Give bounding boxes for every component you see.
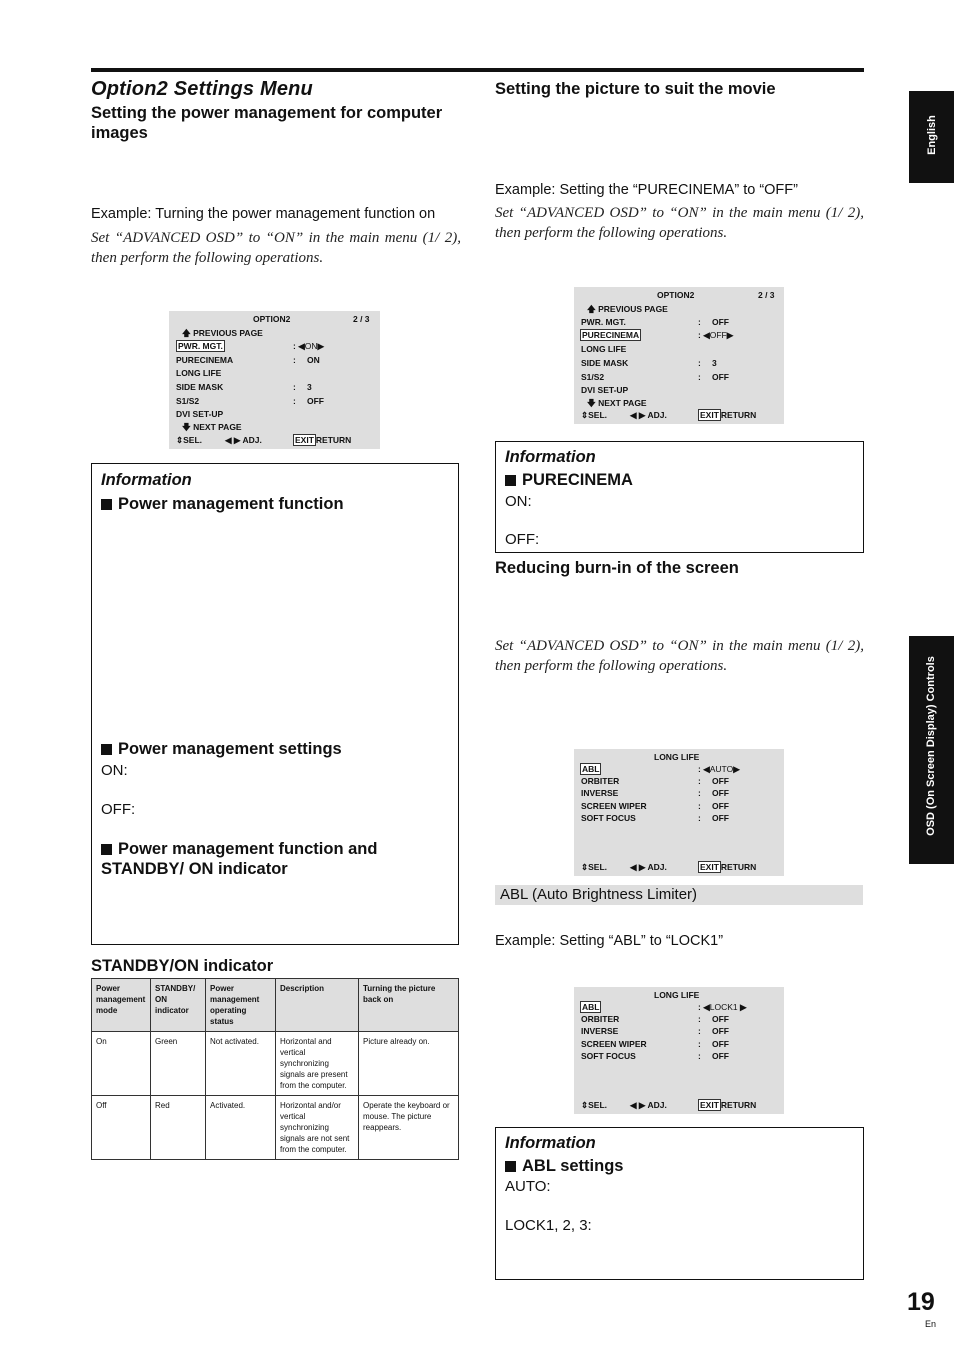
table-cell: Red [151, 1096, 206, 1160]
osd-row-value: OFF [712, 372, 729, 382]
osd-row-value: OFF [712, 1039, 729, 1049]
osd-row-colon: : [293, 355, 296, 365]
osd-row-colon: : [698, 788, 701, 798]
osd-row-value: 3 [307, 382, 312, 392]
table-cell: Picture already on. [359, 1032, 459, 1096]
osd-row-colon: : [698, 1039, 701, 1049]
osd-row-colon: : [698, 813, 701, 823]
osd-row-label: ABL [582, 1002, 600, 1012]
info-title: Information [505, 448, 596, 466]
page-number: 19 [907, 1288, 935, 1316]
osd-row-label: SOFT FOCUS [581, 813, 636, 823]
osd-next-page: 🡇 NEXT PAGE [587, 398, 647, 408]
osd-row-value: OFF [712, 788, 729, 798]
right-instruction-1: Set “ADVANCED OSD” to “ON” in the main menu (1/ 2), then perform the following operations. [495, 205, 864, 241]
osd-next-page: 🡇 NEXT PAGE [182, 422, 242, 432]
osd-row-label: SIDE MASK [581, 358, 629, 368]
table-cell: Not activated. [206, 1032, 276, 1096]
osd-row-label: S1/S2 [176, 396, 200, 406]
osd-long-life-auto [574, 749, 784, 876]
osd-row-label: INVERSE [581, 788, 619, 798]
osd-prev-page: 🡅 PREVIOUS PAGE [587, 304, 668, 314]
osd-row-label: ORBITER [581, 1014, 620, 1024]
osd-row-value: OFF [712, 801, 729, 811]
osd-row-label: SIDE MASK [176, 382, 224, 392]
info-on: ON: [101, 762, 128, 779]
osd-row-label: LONG LIFE [581, 344, 627, 354]
osd-row-value: OFF [712, 317, 729, 327]
table-cell: Off [92, 1096, 151, 1160]
info-section-power-function: Power management function [101, 494, 344, 514]
osd-row-label: DVI SET-UP [176, 409, 224, 419]
osd-row-value: OFF [712, 813, 729, 823]
osd-adj: ◀ ▶ ADJ. [630, 1100, 667, 1110]
osd-row-colon: : [698, 776, 701, 786]
osd-row-colon: : [698, 358, 701, 368]
osd-row-label: PURECINEMA [176, 355, 234, 365]
tab-english: English [909, 91, 954, 183]
table-header: Turning the picture back on [359, 979, 459, 1032]
table-cell: Horizontal and vertical synchronizing signals are present from the computer. [276, 1032, 359, 1096]
osd-row-label: SOFT FOCUS [581, 1051, 636, 1061]
osd-page: 2 / 3 [353, 314, 370, 324]
osd-row-value: OFF [307, 396, 324, 406]
info-section-standby: Power management function and STANDBY/ ON indicator [101, 839, 456, 879]
osd-row-colon: : [698, 372, 701, 382]
left-example: Example: Turning the power management function on [91, 206, 436, 222]
osd-option2-left [169, 311, 380, 449]
info-section-purecinema: PURECINEMA [505, 470, 633, 490]
table-header: Power management mode [92, 979, 151, 1032]
osd-row-value: : ◀OFF▶ [698, 330, 734, 340]
osd-exit: EXIT RETURN [700, 862, 757, 872]
osd-row-value: : ◀AUTO▶ [698, 764, 740, 774]
right-example-purecinema: Example: Setting the “PURECINEMA” to “OFF” [495, 182, 798, 198]
osd-row-colon: : [293, 382, 296, 392]
osd-title: LONG LIFE [654, 990, 700, 1000]
osd-long-life-lock1 [574, 987, 784, 1114]
right-example-abl: Example: Setting “ABL” to “LOCK1” [495, 933, 724, 949]
osd-title: LONG LIFE [654, 752, 700, 762]
osd-prev-page: 🡅 PREVIOUS PAGE [182, 328, 263, 338]
table-cell: Green [151, 1032, 206, 1096]
left-heading: Setting the power management for computer images [91, 104, 443, 142]
osd-row-label: PWR. MGT. [581, 317, 626, 327]
osd-adj: ◀ ▶ ADJ. [630, 862, 667, 872]
osd-row-colon: : [698, 1014, 701, 1024]
osd-option2-right [574, 287, 784, 424]
osd-row-value: OFF [712, 776, 729, 786]
osd-row-label: DVI SET-UP [581, 385, 629, 395]
table-header: STANDBY/ ON indicator [151, 979, 206, 1032]
osd-row-colon: : [698, 801, 701, 811]
osd-sel: ⇕SEL. [581, 862, 608, 872]
osd-row-colon: : [293, 396, 296, 406]
osd-row-colon: : [698, 317, 701, 327]
standby-heading: STANDBY/ON indicator [91, 957, 274, 975]
info-title: Information [101, 471, 192, 489]
tab-osd-controls: OSD (On Screen Display) Controls [909, 636, 954, 864]
info-on: ON: [505, 493, 532, 510]
table-cell: On [92, 1032, 151, 1096]
osd-exit: EXIT RETURN [295, 435, 352, 445]
right-heading-movie: Setting the picture to suit the movie [495, 80, 776, 98]
info-box-power [91, 463, 459, 945]
osd-row-label: SCREEN WIPER [581, 1039, 647, 1049]
osd-row-label: S1/S2 [581, 372, 605, 382]
osd-row-label: ABL [582, 764, 600, 774]
osd-title: OPTION2 [657, 290, 695, 300]
table-cell: Activated. [206, 1096, 276, 1160]
osd-row-label: SCREEN WIPER [581, 801, 647, 811]
osd-row-value: OFF [712, 1051, 729, 1061]
table-cell: Horizontal and/or vertical synchronizing signals are not sent from the computer. [276, 1096, 359, 1160]
osd-row-value: : ◀ON▶ [293, 341, 325, 351]
info-lock: LOCK1, 2, 3: [505, 1217, 592, 1234]
osd-exit: EXIT RETURN [700, 1100, 757, 1110]
right-instruction-2: Set “ADVANCED OSD” to “ON” in the main menu (1/ 2), then perform the following operations. [495, 638, 864, 674]
table-row [92, 1032, 459, 1096]
osd-exit: EXIT RETURN [700, 410, 757, 420]
osd-adj: ◀ ▶ ADJ. [225, 435, 262, 445]
info-box-purecinema [495, 441, 864, 553]
info-off: OFF: [505, 531, 540, 548]
osd-row-value: ON [307, 355, 320, 365]
osd-sel: ⇕SEL. [581, 410, 608, 420]
info-box-abl [495, 1127, 864, 1280]
osd-row-label: INVERSE [581, 1026, 619, 1036]
osd-page: 2 / 3 [758, 290, 775, 300]
standby-table [91, 978, 459, 1160]
osd-row-value: 3 [712, 358, 717, 368]
osd-row-label: LONG LIFE [176, 368, 222, 378]
table-header: Description [276, 979, 359, 1032]
page-number-suffix: En [925, 1319, 937, 1329]
left-instruction: Set “ADVANCED OSD” to “ON” in the main menu (1/ 2), then perform the following operations. [91, 230, 461, 266]
osd-row-value: : ◀LOCK1 ▶ [698, 1002, 747, 1012]
info-auto: AUTO: [505, 1178, 551, 1195]
osd-row-colon: : [698, 1051, 701, 1061]
top-rule [91, 68, 864, 72]
table-header: Power management operating status [206, 979, 276, 1032]
info-section-abl: ABL settings [505, 1156, 623, 1176]
abl-heading-bar: ABL (Auto Brightness Limiter) [495, 885, 863, 905]
info-title: Information [505, 1134, 596, 1152]
osd-row-label: ORBITER [581, 776, 620, 786]
osd-adj: ◀ ▶ ADJ. [630, 410, 667, 420]
osd-sel: ⇕SEL. [581, 1100, 608, 1110]
page-title: Option2 Settings Menu [91, 78, 313, 100]
right-heading-burnin: Reducing burn-in of the screen [495, 559, 739, 577]
table-cell: Operate the keyboard or mouse. The picture reappears. [359, 1096, 459, 1160]
info-section-power-settings: Power management settings [101, 739, 342, 759]
table-row [92, 1096, 459, 1160]
osd-row-value: OFF [712, 1026, 729, 1036]
osd-row-colon: : [698, 1026, 701, 1036]
osd-row-label: PWR. MGT. [178, 341, 223, 351]
osd-sel: ⇕SEL. [176, 435, 203, 445]
osd-title: OPTION2 [253, 314, 291, 324]
osd-row-label: PURECINEMA [582, 330, 640, 340]
osd-row-value: OFF [712, 1014, 729, 1024]
info-off: OFF: [101, 801, 136, 818]
